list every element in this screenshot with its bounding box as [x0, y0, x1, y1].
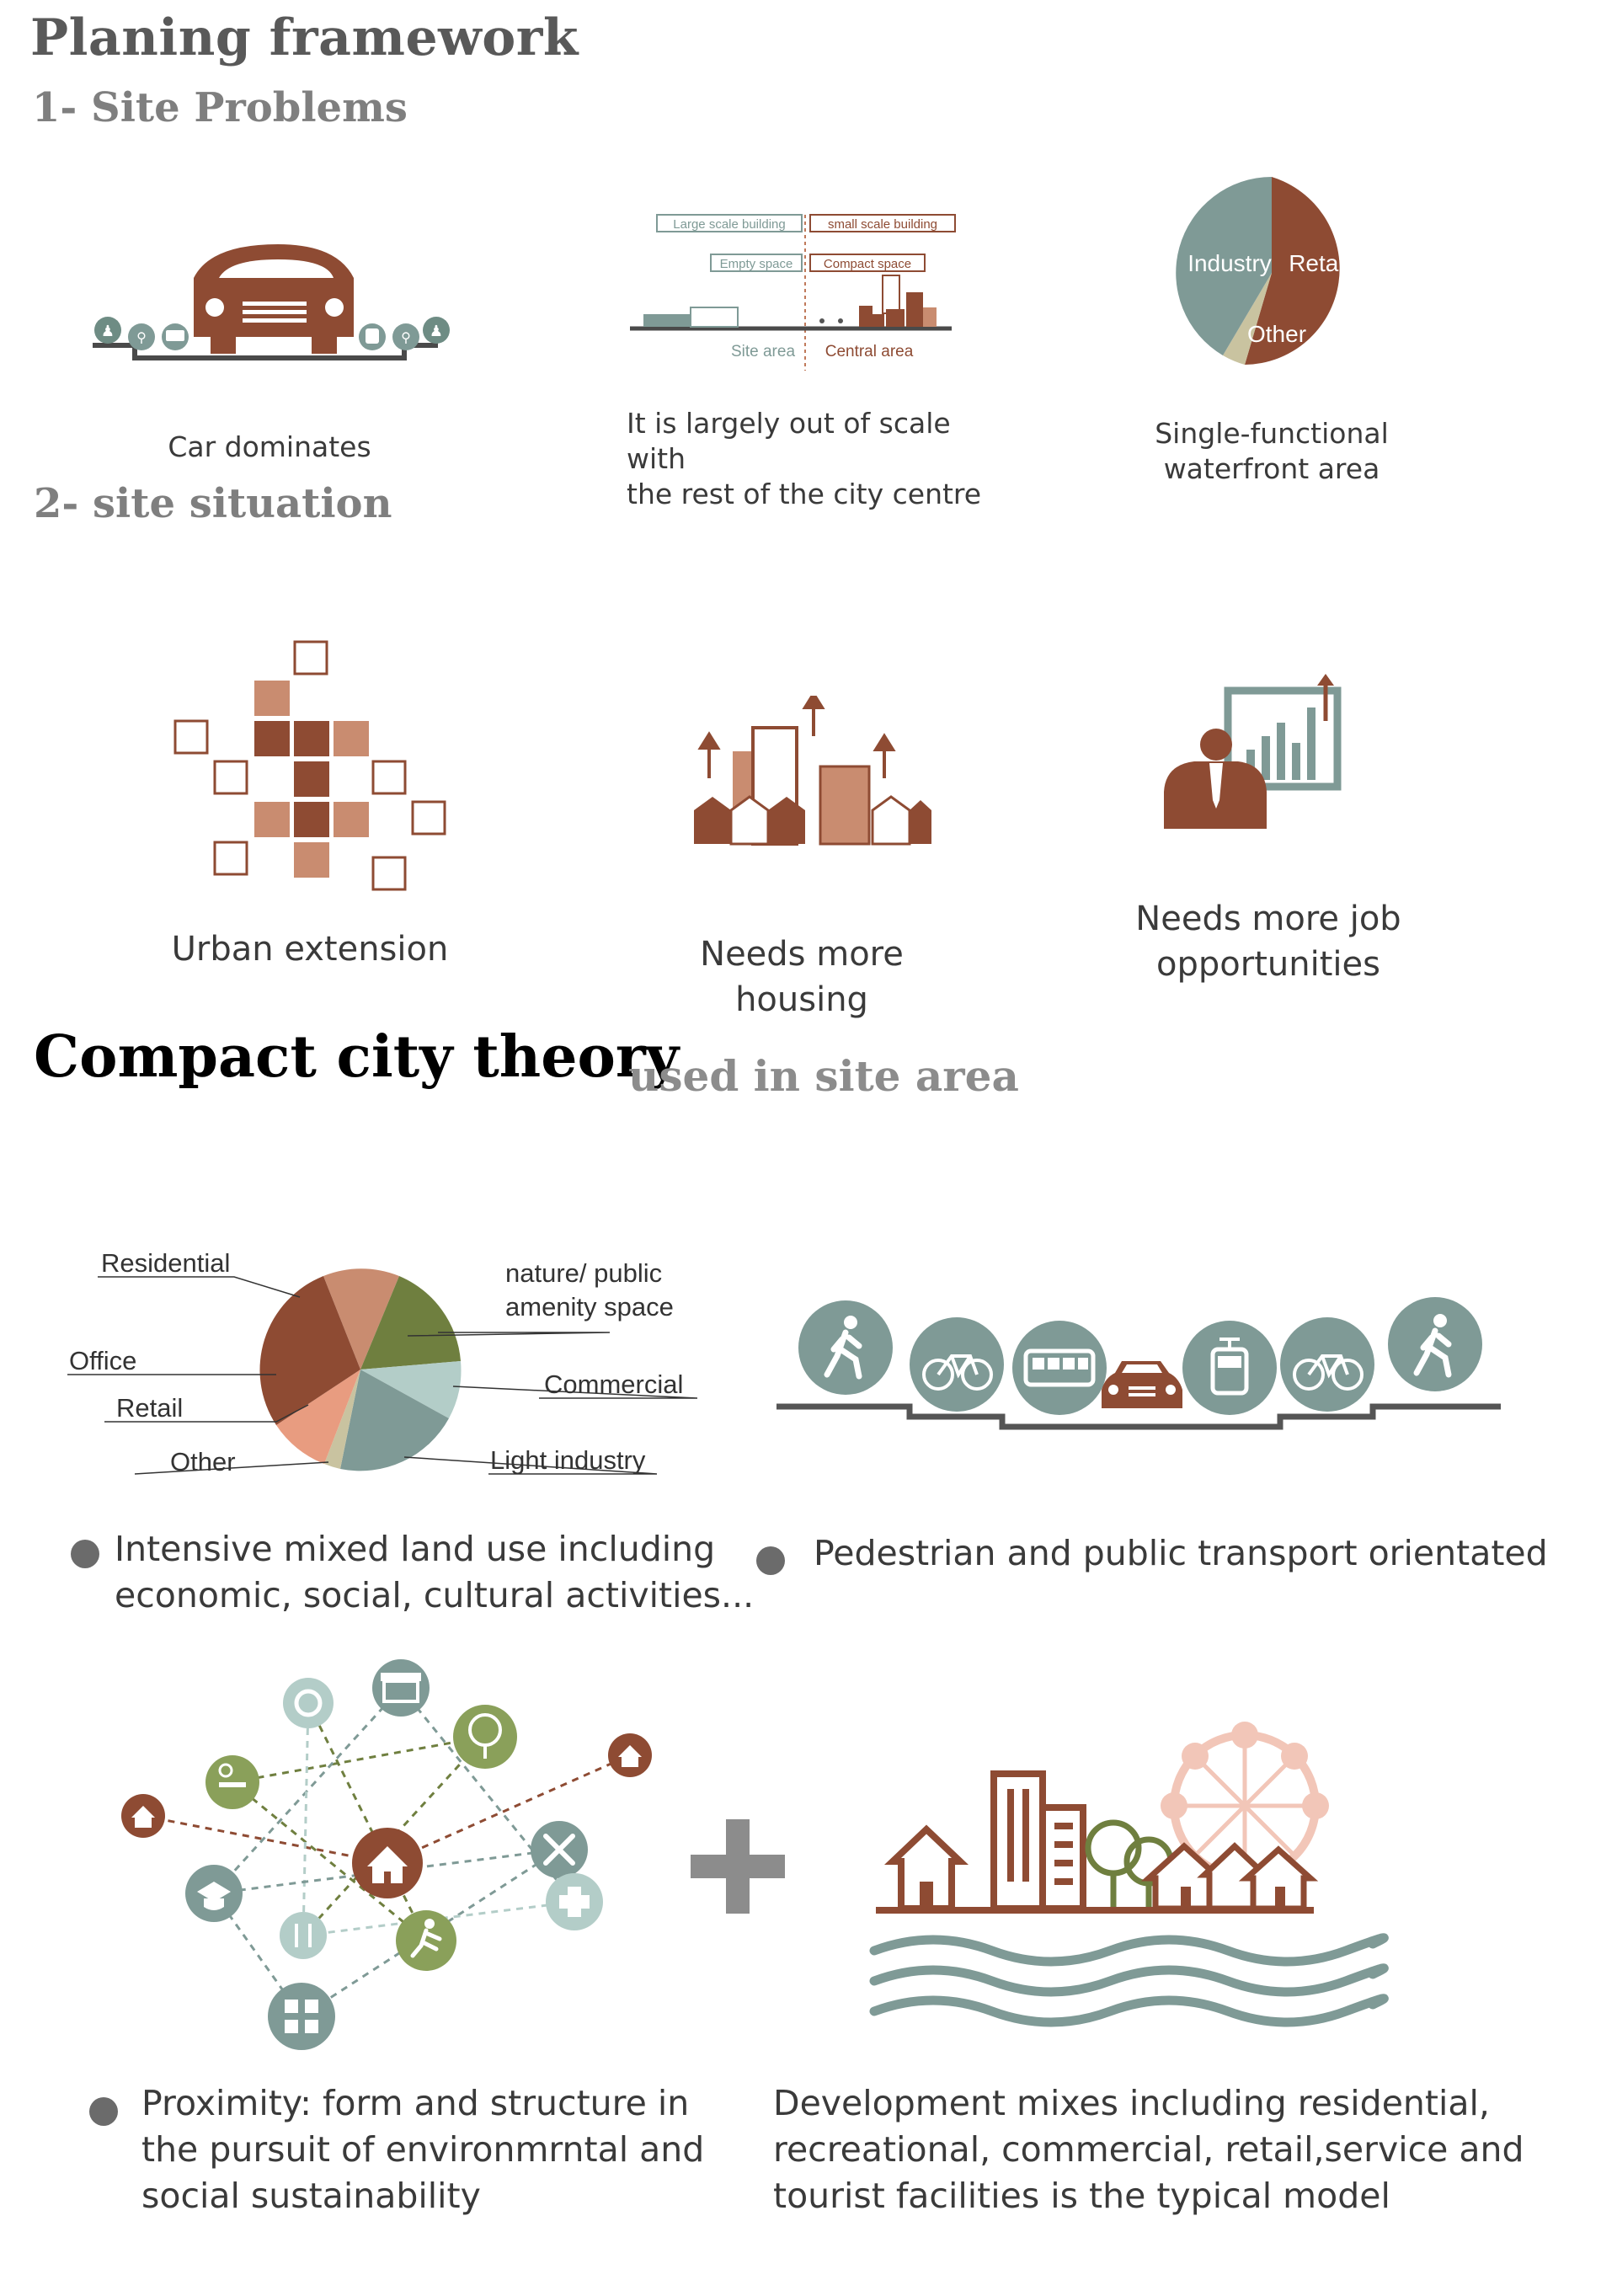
landuse-text-line2: economic, social, cultural activities... — [115, 1575, 755, 1615]
car-dominates-caption: Car dominates — [168, 430, 371, 463]
development-text-line2: recreational, commercial, retail,service and — [773, 2129, 1524, 2170]
bus-icon — [162, 323, 189, 350]
svg-text:⚲: ⚲ — [401, 331, 411, 345]
pedestrian-icon — [1388, 1297, 1482, 1391]
running-icon — [396, 1910, 456, 1971]
street-profile — [776, 1407, 1501, 1427]
urban-extension-caption: Urban extension — [171, 930, 449, 969]
housing-diagram — [689, 696, 933, 856]
label-office: Office — [69, 1346, 137, 1375]
home-icon — [352, 1828, 423, 1898]
cutlery-icon — [280, 1912, 327, 1959]
education-icon — [185, 1865, 243, 1922]
tram-icon — [359, 323, 386, 350]
svg-text:♟: ♟ — [100, 323, 115, 339]
compact-space-label: Compact space — [823, 257, 912, 271]
proximity-network-diagram — [109, 1656, 665, 2077]
svg-text:♟: ♟ — [429, 323, 444, 339]
development-text-line1: Development mixes including residential, — [773, 2083, 1490, 2123]
bullet-transport — [756, 1546, 785, 1575]
car-icon — [1102, 1361, 1182, 1408]
label-residential: Residential — [101, 1248, 231, 1278]
housing-caption: Needs more housing — [700, 935, 904, 1019]
proximity-text-line1: Proximity: form and structure in — [141, 2083, 690, 2123]
transport-diagram — [775, 1297, 1508, 1440]
shop-icon — [372, 1659, 430, 1717]
bicycle-icon — [910, 1317, 1004, 1412]
proximity-text-line3: social sustainability — [141, 2176, 481, 2216]
label-light-industry: Light industry — [490, 1445, 646, 1475]
proximity-text — [141, 2080, 748, 2219]
function-caption-line1: Single-functional — [1155, 417, 1389, 450]
function-caption-line2: waterfront area — [1163, 452, 1380, 485]
car-icon — [194, 244, 354, 354]
large-scale-label: Large scale building — [673, 217, 786, 232]
landuse-text — [115, 1526, 755, 1619]
bullet-landuse — [71, 1540, 99, 1568]
pie-label-other: Other — [1246, 321, 1307, 347]
plus-icon — [689, 1818, 787, 1915]
site-area-label: Site area — [730, 343, 796, 360]
section-site-situation-title: 2- site situation — [34, 480, 392, 527]
label-nature-line2: amenity space — [505, 1292, 674, 1322]
home-icon — [121, 1794, 165, 1838]
page-title: Planing framework — [30, 8, 579, 67]
bullet-proximity — [89, 2097, 118, 2126]
compact-city-title: Compact city theory — [34, 1023, 680, 1091]
small-scale-label: small scale building — [827, 217, 938, 232]
scale-caption-line2: the rest of the city centre — [627, 478, 982, 510]
label-other: Other — [170, 1447, 236, 1476]
jobs-caption-line2: opportunities — [1156, 945, 1380, 984]
waterfront-development-diagram — [867, 1718, 1406, 2038]
bicycle-icon — [392, 323, 419, 350]
home-icon — [608, 1733, 652, 1777]
label-retail: Retail — [116, 1393, 184, 1423]
pedestrian-icon — [94, 317, 121, 344]
urban-extension-diagram — [168, 637, 455, 898]
compact-city-subtitle: used in site area — [628, 1051, 1019, 1101]
svg-text:⚲: ⚲ — [136, 331, 147, 345]
label-commercial: Commercial — [544, 1370, 684, 1399]
function-pie — [1171, 172, 1373, 374]
bench-icon — [205, 1755, 259, 1809]
central-area-label: Central area — [825, 343, 914, 360]
tree-icon — [453, 1705, 517, 1769]
function-caption — [1103, 416, 1440, 487]
bus-icon — [1012, 1321, 1107, 1415]
scale-caption — [627, 406, 1014, 512]
empty-space-label: Empty space — [719, 257, 793, 271]
jobs-caption-line1: Needs more job — [1135, 900, 1401, 938]
land-use-pie-diagram — [51, 1230, 716, 1499]
bicycle-icon — [1280, 1317, 1374, 1412]
development-text-line3: tourist facilities is the typical model — [773, 2176, 1390, 2216]
scale-diagram — [623, 206, 977, 375]
waves-icon — [874, 1938, 1384, 2022]
label-nature-line1: nature/ public — [505, 1258, 663, 1288]
pedestrian-icon — [423, 317, 450, 344]
proximity-text-line2: the pursuit of environmrntal and — [141, 2129, 705, 2170]
transport-text: Pedestrian and public transport orientated — [814, 1533, 1548, 1573]
section-site-problems-title: 1- Site Problems — [32, 84, 408, 131]
pie-label-industry: Industry — [1187, 250, 1272, 276]
person-chart-icon — [1161, 674, 1354, 834]
tram-icon — [1182, 1321, 1277, 1415]
medical-cross-icon — [546, 1873, 603, 1930]
development-text — [773, 2080, 1598, 2219]
landuse-text-line1: Intensive mixed land use including — [115, 1529, 716, 1569]
tools-icon — [531, 1821, 588, 1878]
scale-caption-line1: It is largely out of scale with — [627, 407, 951, 475]
pedestrian-icon — [798, 1300, 893, 1395]
jobs-caption — [1100, 896, 1437, 987]
blocks-icon — [268, 1983, 335, 2050]
gear-icon — [283, 1678, 334, 1728]
car-dominates-diagram — [84, 227, 455, 379]
pie-label-retail: Retail — [1289, 250, 1349, 276]
bicycle-icon — [128, 323, 155, 350]
